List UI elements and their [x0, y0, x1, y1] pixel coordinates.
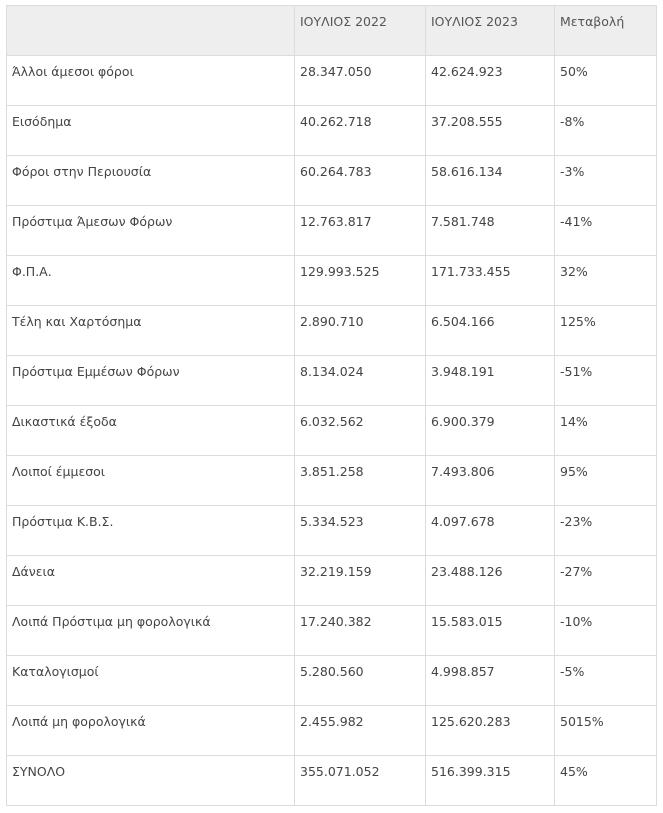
table-header-row — [7, 6, 657, 56]
cell-change: -23% — [555, 506, 657, 556]
cell-july-2022: 60.264.783 — [295, 156, 426, 206]
cell-category: Φ.Π.Α. — [7, 256, 295, 306]
cell-july-2023: 7.581.748 — [426, 206, 555, 256]
table-row — [7, 456, 657, 506]
cell-category: Φόροι στην Περιουσία — [7, 156, 295, 206]
cell-july-2022: 5.280.560 — [295, 656, 426, 706]
table-row — [7, 406, 657, 456]
cell-july-2022: 6.032.562 — [295, 406, 426, 456]
cell-change: 45% — [555, 756, 657, 806]
cell-category: Λοιπά Πρόστιμα μη φορολογικά — [7, 606, 295, 656]
cell-category: Πρόστιμα Άμεσων Φόρων — [7, 206, 295, 256]
header-july-2023: ΙΟΥΛΙΟΣ 2023 — [426, 6, 555, 56]
table-row — [7, 756, 657, 806]
table-row — [7, 706, 657, 756]
table-body — [7, 56, 657, 806]
cell-change: -27% — [555, 556, 657, 606]
cell-july-2023: 3.948.191 — [426, 356, 555, 406]
cell-category: Άλλοι άμεσοι φόροι — [7, 56, 295, 106]
cell-july-2022: 28.347.050 — [295, 56, 426, 106]
cell-change: 95% — [555, 456, 657, 506]
cell-july-2022: 355.071.052 — [295, 756, 426, 806]
cell-july-2023: 58.616.134 — [426, 156, 555, 206]
cell-july-2023: 37.208.555 — [426, 106, 555, 156]
cell-change: -51% — [555, 356, 657, 406]
cell-july-2023: 42.624.923 — [426, 56, 555, 106]
cell-july-2023: 125.620.283 — [426, 706, 555, 756]
table-row — [7, 56, 657, 106]
header-change: Μεταβολή — [555, 6, 657, 56]
cell-july-2023: 4.097.678 — [426, 506, 555, 556]
cell-july-2023: 15.583.015 — [426, 606, 555, 656]
table-row — [7, 306, 657, 356]
cell-july-2022: 2.890.710 — [295, 306, 426, 356]
cell-july-2023: 516.399.315 — [426, 756, 555, 806]
cell-change: -3% — [555, 156, 657, 206]
cell-july-2022: 8.134.024 — [295, 356, 426, 406]
table-row — [7, 156, 657, 206]
cell-change: -8% — [555, 106, 657, 156]
cell-category: Δάνεια — [7, 556, 295, 606]
cell-change: 5015% — [555, 706, 657, 756]
table-row — [7, 256, 657, 306]
cell-july-2023: 7.493.806 — [426, 456, 555, 506]
cell-category: Τέλη και Χαρτόσημα — [7, 306, 295, 356]
cell-july-2023: 23.488.126 — [426, 556, 555, 606]
cell-july-2022: 3.851.258 — [295, 456, 426, 506]
cell-change: 125% — [555, 306, 657, 356]
header-category — [7, 6, 295, 56]
cell-category: Εισόδημα — [7, 106, 295, 156]
cell-july-2022: 12.763.817 — [295, 206, 426, 256]
cell-july-2022: 2.455.982 — [295, 706, 426, 756]
cell-category: Πρόστιμα Κ.Β.Σ. — [7, 506, 295, 556]
table-row — [7, 206, 657, 256]
cell-july-2023: 4.998.857 — [426, 656, 555, 706]
cell-change: 50% — [555, 56, 657, 106]
revenue-comparison-table — [6, 5, 657, 806]
cell-july-2023: 6.504.166 — [426, 306, 555, 356]
cell-change: -10% — [555, 606, 657, 656]
table-row — [7, 606, 657, 656]
cell-category: ΣΥΝΟΛΟ — [7, 756, 295, 806]
cell-july-2023: 171.733.455 — [426, 256, 555, 306]
cell-change: 32% — [555, 256, 657, 306]
table-row — [7, 356, 657, 406]
cell-change: -41% — [555, 206, 657, 256]
cell-change: -5% — [555, 656, 657, 706]
cell-change: 14% — [555, 406, 657, 456]
table-row — [7, 656, 657, 706]
cell-category: Καταλογισμοί — [7, 656, 295, 706]
cell-july-2022: 17.240.382 — [295, 606, 426, 656]
cell-july-2022: 40.262.718 — [295, 106, 426, 156]
table-row — [7, 556, 657, 606]
header-july-2022: ΙΟΥΛΙΟΣ 2022 — [295, 6, 426, 56]
cell-july-2022: 32.219.159 — [295, 556, 426, 606]
table-row — [7, 106, 657, 156]
cell-category: Δικαστικά έξοδα — [7, 406, 295, 456]
cell-july-2023: 6.900.379 — [426, 406, 555, 456]
cell-category: Λοιποί έμμεσοι — [7, 456, 295, 506]
cell-july-2022: 5.334.523 — [295, 506, 426, 556]
cell-category: Πρόστιμα Εμμέσων Φόρων — [7, 356, 295, 406]
table-row — [7, 506, 657, 556]
cell-category: Λοιπά μη φορολογικά — [7, 706, 295, 756]
cell-july-2022: 129.993.525 — [295, 256, 426, 306]
